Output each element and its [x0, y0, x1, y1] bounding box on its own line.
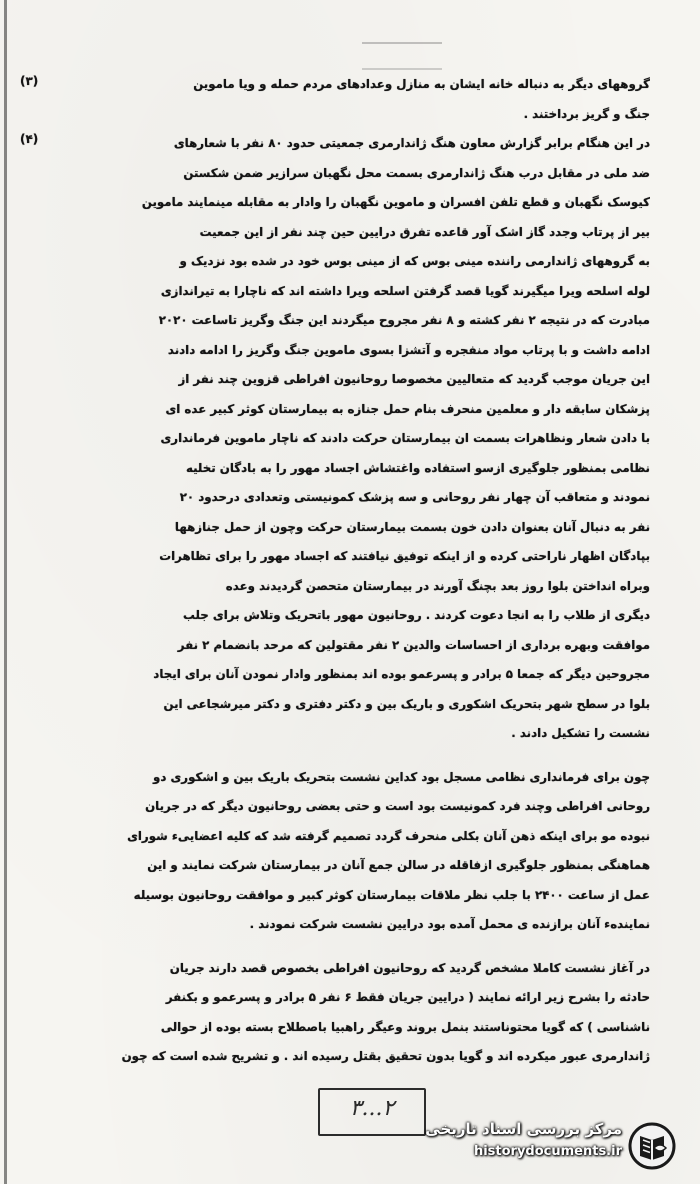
- text-line: بیر از پرتاب وجدد گاز اشک آور قاعده تفرق درایین حین چند نفر از این جمعیت: [199, 224, 650, 239]
- text-line: در این هنگام برابر گزارش معاون هنگ ژاندارمری جمعیتی حدود ۸۰ نفر با شعارهای: [173, 136, 650, 150]
- text-line: موافقت وبهره برداری از احساسات والدین ۲ نفر مقتولین که مرحد بانضمام ۲ نفر: [177, 637, 650, 652]
- text-line: هماهنگی بمنظور جلوگیری ازفاقله در سالن جمع آنان در بیمارستان شرکت نمایند و این: [147, 858, 650, 872]
- text-line: این جریان موجب گردید که متعالیین مخصوصا روحانیون افراطی قزوین چند نفر از: [178, 372, 650, 386]
- text-line: چون برای فرمانداری نظامی مسجل بود کداین نشست بتحریک باریک بین و اشکوری دو: [152, 769, 650, 784]
- text-line: ضد ملی در مقابل درب هنگ ژاندارمری بسمت محل نگهبان سرازیر ضمن شکستن: [183, 165, 650, 180]
- book-logo-icon: [628, 1122, 676, 1170]
- text-line: گروههای دیگر به دنباله خانه ایشان به منازل وعدادهای مردم حمله و ویا ماموین: [193, 77, 650, 91]
- scan-edge: [4, 0, 7, 1184]
- paragraph-gap: [60, 749, 650, 763]
- text-line: عمل از ساعت ۲۴۰۰ با جلب نظر ملاقات بیمارستان کوثر کبیر و موافقت روحانیون بوسیله: [133, 887, 650, 902]
- text-line: دیگری از طلاب را به انجا دعوت کردند . روحانیون مهور باتحریک وتلاش برای جلب: [182, 608, 650, 622]
- text-line: بلوا در سطح شهر بتحریک اشکوری و باریک بین و دکتر دفتری و دکتر میرشجاعی این: [163, 696, 650, 711]
- text-line: ادامه داشت و با پرتاب مواد منفجره و آتشزا بسوی ماموین جنگ وگریز را ادامه دادند: [167, 342, 650, 357]
- document-body: [60, 70, 650, 1072]
- text-line: مبادرت که در نتیجه ۲ نفر کشته و ۸ نفر مجروح میگردند این جنگ وگریز تاساعت ۲۰۲۰: [158, 313, 650, 327]
- text-line: نبوده مو برای اینکه ذهن آنان بکلی منحرف گردد تصمیم گرفته شد که کلیه اعضاییء شورای: [127, 828, 650, 843]
- watermark-title: مرکز بررسی اسناد تاریخی: [425, 1120, 622, 1138]
- text-line: با دادن شعار ونظاهرات بسمت ان بیمارستان حرکت دادند که ناچار ماموین فرمانداری: [160, 431, 650, 445]
- text-line: به گروههای ژاندارمی راننده مینی بوس که از مینی بوس خود در شده بود نزدیک و: [179, 254, 650, 268]
- text-line: نشست را تشکیل دادند .: [511, 726, 650, 740]
- paragraph-gap: [60, 940, 650, 954]
- text-line: لوله اسلحه ویرا میگیرند گویا قصد گرفتن اسلحه ویرا داشته اند که ناچارا به تیراندازی: [160, 283, 650, 298]
- text-line: مجروحین دیگر که جمعا ۵ برادر و پسرعمو بوده اند بمنظور وادار نمودن آنان برای ایجاد: [153, 667, 650, 681]
- header-stamp-lines: [362, 42, 442, 70]
- text-line: پزشکان سابقه دار و معلمین منحرف بنام حمل جنازه به بیمارستان کوثر کبیر عده ای: [165, 401, 650, 416]
- text-line: نفر به دنبال آنان بعنوان دادن خون بسمت بیمارستان حرکت وچون از حمل جنازهها: [174, 519, 650, 534]
- page-number-stamp-text: ۳...۲: [349, 1096, 395, 1121]
- text-line: ناشناسی ) که گویا محتوناستند بنمل بروند وعیگر راهبیا باصطلاح بسته بوده از حوالی: [160, 1019, 650, 1034]
- text-line: در آغاز نشست کاملا مشخص گردید که روحانیون افراطی بخصوص قصد دارند جریان: [169, 960, 650, 975]
- text-line: نمودند و متعاقب آن چهار نفر روحانی و سه پزشک کمونیستی وتعدادی درحدود ۲۰: [179, 490, 650, 504]
- watermark-url: historydocuments.ir: [473, 1144, 622, 1159]
- text-line: کیوسک نگهبان و قطع تلفن افسران و ماموین نگهبان را وادار به مقابله مینمایند ماموین: [141, 195, 650, 209]
- item-number-4: (۴): [20, 132, 39, 146]
- text-line: نظامی بمنظور جلوگیری ازسو استفاده واغتشاش اجساد مهور را به بادگان تخلیه: [185, 460, 650, 475]
- text-line: بپادگان اظهار ناراحتی کرده و از اینکه توفیق نیافتند که اجساد مهور را برای تظاهرات: [159, 549, 650, 563]
- text-line: نمایندهء آنان برازنده ی محمل آمده بود درایین نشست شرکت نمودند .: [249, 917, 650, 931]
- text-line: جنگ و گریز برداختند .: [523, 106, 650, 121]
- text-line: وبراه انداختن بلوا روز بعد بچنگ آورند در بیمارستان متحصن گردیدند وعده: [225, 578, 650, 593]
- text-line: ژاندارمری عبور میکرده اند و گویا بدون تحقیق بقتل رسیده اند . و تشریح شده است که چون: [121, 1049, 650, 1063]
- watermark: [404, 1118, 684, 1172]
- text-line: حادثه را بشرح زیر ارائه نمایند ( درایین جریان فقط ۶ نفر ۵ برادر و پسرعمو و بکنفر: [165, 990, 650, 1004]
- text-line: روحانی افراطی وچند فرد کمونیست بود است و حتی بعضی روحانیون دیگر که در جریان: [145, 799, 650, 813]
- item-number-3: (۳): [20, 74, 39, 88]
